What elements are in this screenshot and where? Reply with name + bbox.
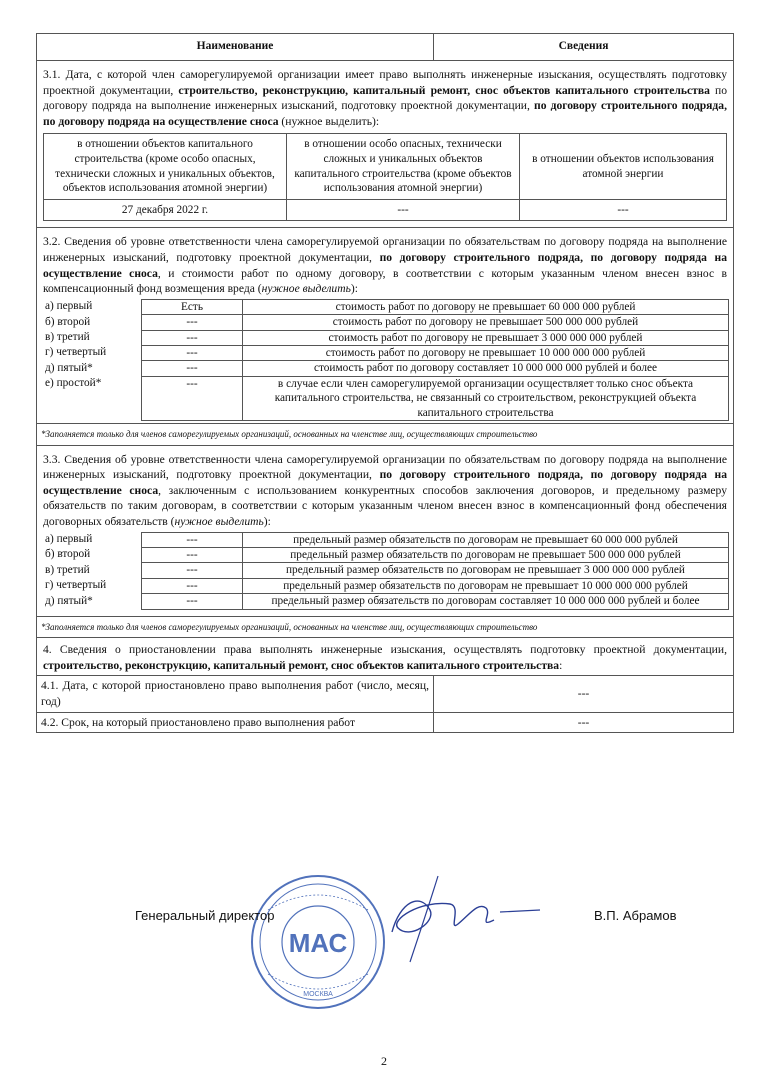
section-3-1-table (43, 133, 727, 221)
level-desc: стоимость работ по договору не превышает 500 000 000 рублей (243, 315, 729, 330)
level-desc: предельный размер обязательств по договорам не превышает 500 000 000 рублей (243, 547, 729, 562)
level-label: а) первый (45, 300, 93, 313)
level-label: б) второй (45, 548, 91, 561)
table-row (43, 578, 729, 593)
page-number: 2 (381, 1054, 387, 1068)
table-row (43, 532, 729, 547)
stamp-logo: МАС (288, 928, 348, 958)
contract-levels-table (43, 532, 729, 610)
table-row (43, 594, 729, 609)
section-3-1-text: 3.1. Дата, с которой член саморегулируемой организации имеет право выполнять инженерные изыскания, осуществлять подготовку проектной документации, строительство, реконструкцию, капитальный ремонт, снос объектов капитального строительства по договору подряда на выполнение инженерных изысканий, подготовку проектной документации, по договору строительного подряда, по договору подряда на осуществление сноса (нужное выделить): в отношении объектов капитального строительства (кроме особо опасных, технически сложных и уникальных объектов, объектов использования атомной энергии) в отношении особо опасных, технически сложных и уникальных объектов капитального строительства (кроме объектов использования атомной энергии) в отношении объектов использования атомной энергии 27 декабря 2022 г. --- --- (37, 61, 733, 227)
section-3-2: 3.2. Сведения об уровне ответственности члена саморегулируемой организации по обязательствам по договору подряда на выполнение инженерных изысканий, подготовку проектной документации, по договору строительного подряда, по договору подряда на осуществление сноса, и стоимости работ по одному договору, в соответствии с которым указанным членом внесен взнос в компенсационный фонд возмещения вреда (нужное выделить): а) первый Есть стоимость работ по договору не превышает 60 000 000 рублей б) второй --- стоимость работ по договору не превышает 500 000 000 рублей в) третий --- стоимость работ по договору не превышает 3 000 000 000 рублей г) четвертый --- стоимость работ по договору не превышает 10 000 000 000 рублей д) пятый* --- стоимость работ по договору составляет 10 000 000 000 рублей и более е) простой* --- в случае если член саморегулируемой организации осуществляет только снос объекта капитального строительства, не связанный со строительством, реконструкцией объекта капитального строительства *Заполняется только для членов саморегулируемых организаций, основанных на членстве лиц, осуществляющих строительство (36, 228, 734, 445)
section-4: 4. Сведения о приостановлении права выполнять инженерные изыскания, осуществлять подготовку проектной документации, строительство, реконструкцию, капитальный ремонт, снос объектов капитального строительства: 4.1. Дата, с которой приостановлено право выполнения работ (число, месяц, год) --- 4.2. Срок, на который приостановлено право выполнения работ --- (36, 638, 734, 733)
footnote: *Заполняется только для членов саморегулируемых организаций, основанных на членстве лиц, осуществляющих строительство (37, 423, 733, 445)
level-value: --- (142, 578, 243, 593)
stamp-city: МОСКВА (303, 991, 333, 998)
table-header (36, 33, 734, 61)
level-desc: предельный размер обязательств по договорам составляет 10 000 000 000 рублей и более (243, 594, 729, 609)
handwritten-signature (392, 876, 540, 962)
footnote: *Заполняется только для членов саморегулируемых организаций, основанных на членстве лиц, осуществляющих строительство (37, 616, 733, 638)
col-regular-objects: в отношении объектов капитального строительства (кроме особо опасных, технически сложных и уникальных объектов, объектов использования атомной энергии) (44, 134, 287, 199)
level-desc: стоимость работ по договору не превышает 3 000 000 000 рублей (243, 330, 729, 345)
document-page (36, 33, 734, 733)
table-row (43, 563, 729, 578)
table-row (43, 361, 729, 376)
level-value: --- (142, 594, 243, 609)
section-3-3: 3.3. Сведения об уровне ответственности члена саморегулируемой организации по обязательствам по договору подряда на выполнение инженерных изысканий, подготовку проектной документации, по договору строительного подряда, по договору подряда на осуществление сноса, заключенным с использованием конкурентных способов заключения договоров, и предельному размеру обязательств по таким договорам, в соответствии с которым указанным членом внесен взнос в компенсационный фонд обеспечения договорных обязательств (нужное выделить): а) первый --- предельный размер обязательств по договорам не превышает 60 000 000 рублей б) второй --- предельный размер обязательств по договорам не превышает 500 000 000 рублей в) третий --- предельный размер обязательств по договорам не превышает 3 000 000 000 рублей г) четвертый --- предельный размер обязательств по договорам не превышает 10 000 000 000 рублей д) пятый* --- предельный размер обязательств по договорам составляет 10 000 000 000 рублей и более *Заполняется только для членов саморегулируемых организаций, основанных на членстве лиц, осуществляющих строительство (36, 446, 734, 639)
header-name: Наименование (37, 34, 434, 60)
level-value: --- (142, 361, 243, 376)
level-value: --- (142, 330, 243, 345)
signatory-name: В.П. Абрамов (594, 908, 677, 923)
level-desc: стоимость работ по договору не превышает 10 000 000 000 рублей (243, 345, 729, 360)
date-dangerous: --- (287, 199, 520, 221)
date-regular: 27 декабря 2022 г. (44, 199, 287, 221)
level-desc: стоимость работ по договору не превышает 60 000 000 рублей (243, 299, 729, 314)
level-desc: предельный размер обязательств по договорам не превышает 10 000 000 000 рублей (243, 578, 729, 593)
signature-area (0, 862, 768, 1032)
level-value: --- (142, 315, 243, 330)
level-label: в) третий (45, 331, 90, 344)
suspension-date-label: 4.1. Дата, с которой приостановлено право выполнения работ (число, месяц, год) (37, 676, 434, 711)
date-atomic: --- (520, 199, 727, 221)
table-row (43, 330, 729, 345)
level-desc: предельный размер обязательств по договорам не превышает 3 000 000 000 рублей (243, 563, 729, 578)
level-value: --- (142, 547, 243, 562)
header-info: Сведения (558, 40, 609, 53)
level-value: --- (142, 563, 243, 578)
col-atomic-objects: в отношении объектов использования атомной энергии (520, 134, 727, 199)
level-label: е) простой* (45, 377, 102, 390)
level-desc: стоимость работ по договору составляет 10 000 000 000 рублей и более (243, 361, 729, 376)
level-label: д) пятый* (45, 594, 93, 607)
suspension-term-value: --- (577, 715, 590, 729)
signatory-title: Генеральный директор (135, 908, 275, 923)
level-label: г) четвертый (45, 346, 107, 359)
level-label: в) третий (45, 563, 90, 576)
level-label: г) четвертый (45, 579, 107, 592)
table-row (43, 345, 729, 360)
level-label: б) второй (45, 315, 91, 328)
table-row (43, 376, 729, 420)
level-desc: в случае если член саморегулируемой организации осуществляет только снос объекта капитального строительства, не связанный со строительством, реконструкцией объекта капитального строительства (243, 376, 729, 420)
suspension-date-row (37, 675, 733, 711)
level-desc: предельный размер обязательств по договорам не превышает 60 000 000 рублей (243, 532, 729, 547)
table-row (43, 299, 729, 314)
level-value: Есть (142, 299, 243, 314)
level-label: а) первый (45, 533, 93, 546)
table-row (43, 315, 729, 330)
suspension-date-value: --- (577, 687, 590, 701)
level-value: --- (142, 345, 243, 360)
level-value: --- (142, 532, 243, 547)
section-3-1 (36, 61, 734, 228)
liability-levels-table (43, 299, 729, 421)
level-label: д) пятый* (45, 361, 93, 374)
col-dangerous-objects: в отношении особо опасных, технически сложных и уникальных объектов капитального строительства (кроме объектов использования атомной энергии) (287, 134, 520, 199)
suspension-term-label: 4.2. Срок, на который приостановлено право выполнения работ (37, 713, 434, 733)
suspension-term-row (37, 712, 733, 733)
level-value: --- (142, 376, 243, 420)
stamp (252, 876, 384, 1008)
table-row (43, 547, 729, 562)
